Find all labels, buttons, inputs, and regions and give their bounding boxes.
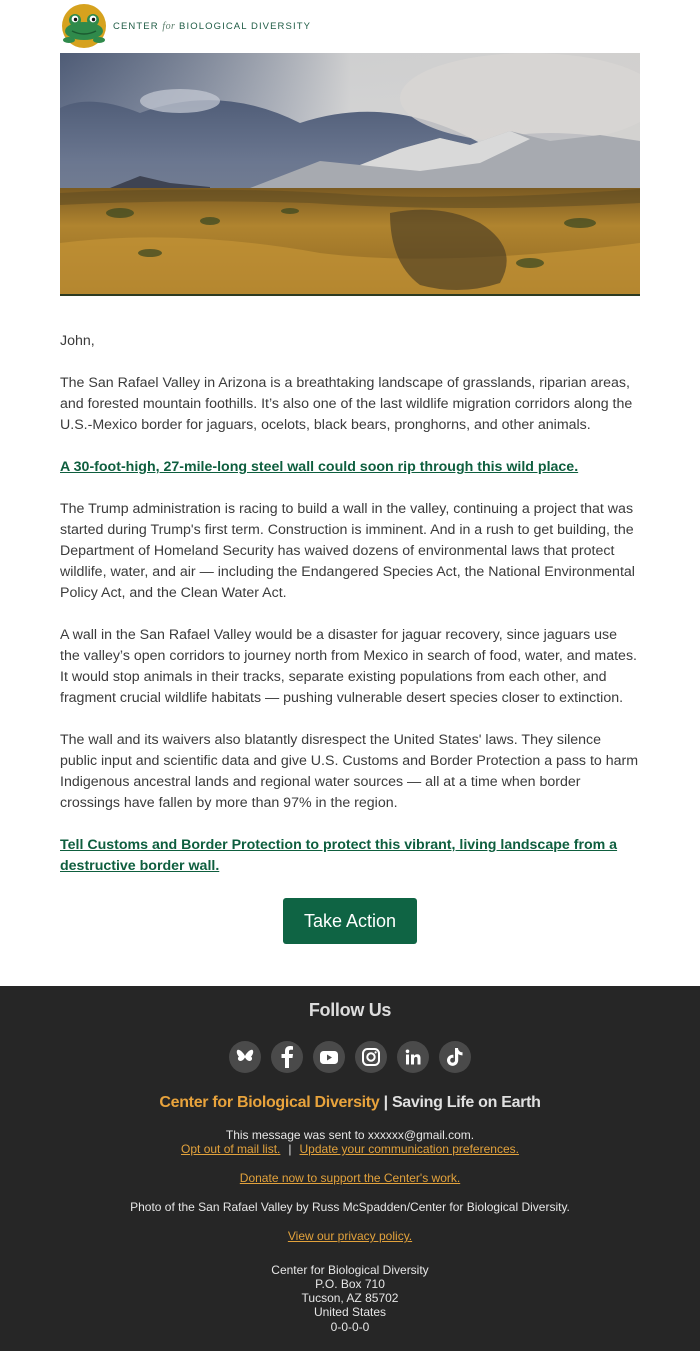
instagram-icon[interactable] — [355, 1041, 387, 1073]
paragraph-jaguar: A wall in the San Rafael Valley would be a disaster for jaguar recovery, since jaguars use the valley’s open corridors to journey north from Mexico in search of food, water, and mates. It would stop animals in their tracks, separate existing populations from each other, and fragment crucial wildlife habitats — pushing vulnerable desert species closer to extinction. — [60, 627, 637, 706]
paragraph-waivers: The wall and its waivers also blatantly disrespect the United States' laws. They silence public input and scientific data and give U.S. Customs and Border Protection a pass to harm Indigenous ancestral lands and regional water sources — all at a time when border crossings have fallen by more than 97% in the region. — [60, 732, 639, 811]
brand-for: for — [162, 20, 176, 32]
footer-slogan: Saving Life on Earth — [391, 1094, 541, 1111]
footer-tagline — [0, 1094, 700, 1112]
paragraph-administration: The Trump administration is racing to build a wall in the valley, continuing a project that was started during Trump's first term. Construction is imminent. And in a rush to get building, the Department of Homeland Security has waived dozens of environmental laws that protect wildlife, water, and air — including the Endangered Species Act, the National Environmental Policy Act, and the Clean Water Act. — [60, 501, 635, 601]
tagline-separator: | — [383, 1094, 388, 1111]
privacy-policy-link[interactable]: View our privacy policy. — [287, 1229, 413, 1243]
paragraph-intro: The San Rafael Valley in Arizona is a breathtaking landscape of grasslands, riparian areas, and forested mountain foothills. It’s also one of the last wildlife migration corridors along the U.S.-Mexico border for jaguars, ocelots, black bears, pronghorns, and other animals. — [60, 375, 633, 433]
wall-link[interactable]: A 30-foot-high, 27-mile-long steel wall could soon rip through this wild place. — [60, 459, 579, 475]
footer — [0, 986, 700, 1351]
privacy-line — [0, 1229, 700, 1244]
cta-container — [0, 898, 700, 944]
follow-us-heading: Follow Us — [308, 1000, 392, 1020]
address-box: P.O. Box 710 — [315, 1277, 385, 1291]
address-name: Center for Biological Diversity — [271, 1263, 429, 1277]
address-code: 0-0-0-0 — [330, 1320, 370, 1334]
facebook-icon[interactable] — [271, 1041, 303, 1073]
footer-org-name: Center for Biological Diversity — [159, 1094, 380, 1111]
tiktok-icon[interactable] — [439, 1041, 471, 1073]
hero-image — [60, 53, 640, 296]
youtube-icon[interactable] — [313, 1041, 345, 1073]
opt-out-link[interactable]: Opt out of mail list. — [181, 1142, 281, 1156]
social-links — [0, 1041, 700, 1073]
brand-suffix: BIOLOGICAL DIVERSITY — [179, 20, 312, 32]
bluesky-icon[interactable] — [229, 1041, 261, 1073]
frog-logo-icon[interactable] — [60, 4, 108, 48]
take-action-button[interactable]: Take Action — [283, 898, 417, 944]
update-preferences-link[interactable]: Update your communication preferences. — [299, 1142, 519, 1156]
donate-line — [0, 1171, 700, 1186]
address-city: Tucson, AZ 85702 — [301, 1291, 399, 1305]
brand-wordmark[interactable] — [113, 21, 311, 32]
greeting: John, — [60, 333, 95, 349]
email-body — [60, 331, 640, 898]
links-pipe: | — [288, 1142, 292, 1156]
photo-credit: Photo of the San Rafael Valley by Russ McSpadden/Center for Biological Diversity. — [130, 1200, 570, 1214]
wall-link-paragraph — [60, 457, 640, 478]
cbp-link-paragraph — [60, 835, 640, 877]
brand-prefix: CENTER — [113, 20, 159, 32]
sent-to-line: This message was sent to xxxxxx@gmail.com. — [225, 1128, 475, 1142]
header — [60, 4, 311, 48]
donate-link[interactable]: Donate now to support the Center's work. — [239, 1171, 461, 1185]
address-country: United States — [313, 1305, 387, 1319]
linkedin-icon[interactable] — [397, 1041, 429, 1073]
preferences-line — [0, 1142, 700, 1157]
cbp-link[interactable]: Tell Customs and Border Protection to protect this vibrant, living landscape from a destructive border wall. — [60, 837, 618, 874]
